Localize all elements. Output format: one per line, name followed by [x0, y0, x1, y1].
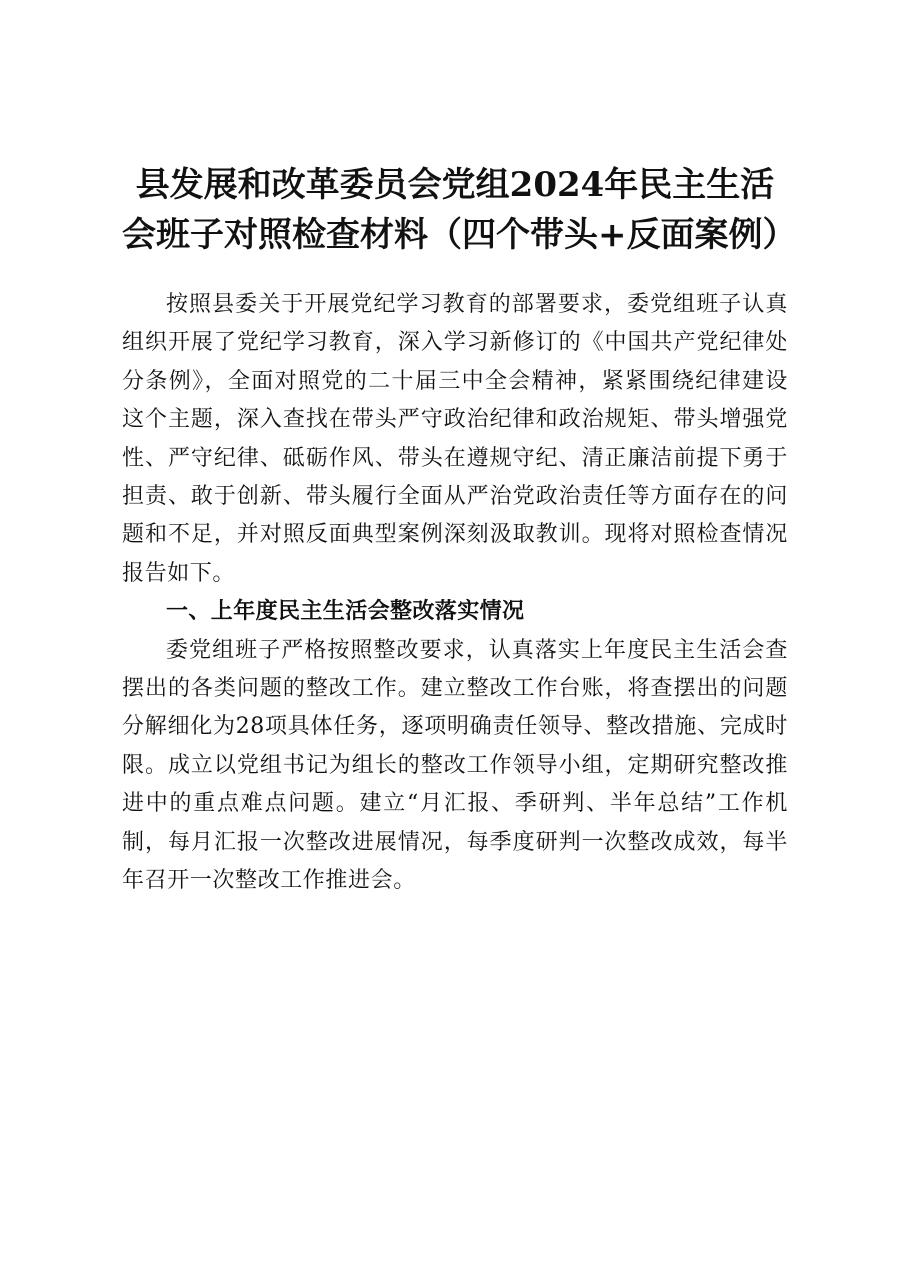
section-1-paragraph: 委党组班子严格按照整改要求，认真落实上年度民主生活会查摆出的各类问题的整改工作。建立整改工作台账，将查摆出的问题分解细化为28项具体任务，逐项明确责任领导、整改措施、完成时限。成立以党组书记为组长的整改工作领导小组，定期研究整改推进中的重点难点问题。建立“月汇报、季研判、半年总结”工作机制，每月汇报一次整改进展情况，每季度研判一次整改成效，每半年召开一次整改工作推进会。 — [122, 637, 788, 894]
section-heading-1: 一、上年度民主生活会整改落实情况 — [166, 599, 525, 625]
intro-paragraph: 按照县委关于开展党纪学习教育的部署要求，委党组班子认真组织开展了党纪学习教育，深入学习新修订的《中国共产党纪律处分条例》，全面对照党的二十届三中全会精神，紧紧围绕纪律建设这个主题，深入查找在带头严守政治纪律和政治规矩、带头增强党性、严守纪律、砥砺作风、带头在遵规守纪、清正廉洁前提下勇于担责、敢于创新、带头履行全面从严治党政治责任等方面存在的问题和不足，并对照反面典型案例深刻汲取教训。现将对照检查情况报告如下。 — [122, 292, 788, 586]
document-page — [122, 160, 797, 901]
document-title: 县发展和改革委员会党组2024年民主生活会班子对照检查材料（四个带头+反面案例） — [122, 165, 797, 255]
